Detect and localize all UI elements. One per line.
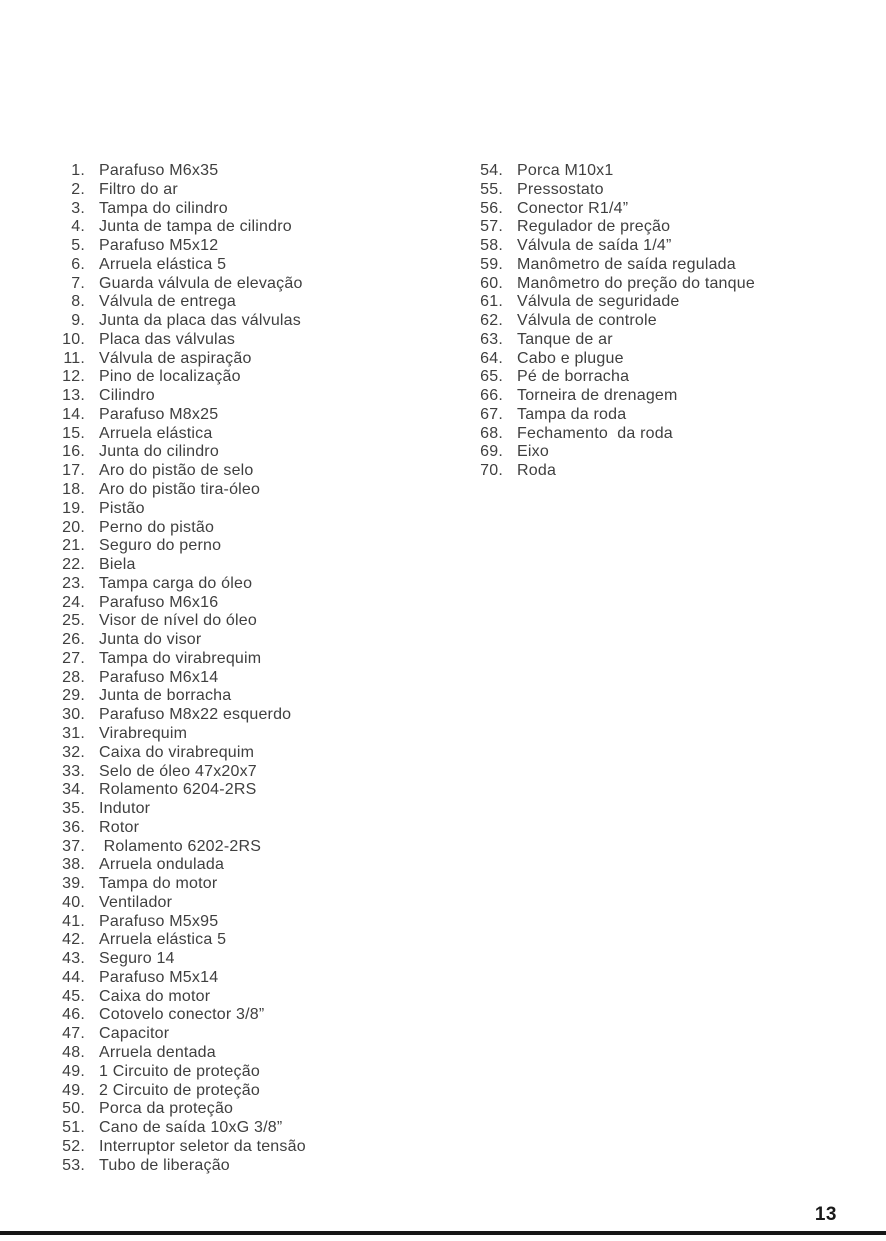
part-item-label: Roda [517,462,557,480]
part-item-number: 16. [62,443,85,461]
part-item [418,443,755,462]
part-item [0,631,306,650]
part-item [0,406,306,425]
part-item [0,1100,306,1119]
part-item-label: Placa das válvulas [99,330,236,348]
part-item-number: 70. [480,462,503,480]
part-item [0,725,306,744]
part-item-label: Junta de borracha [99,687,232,705]
part-item-label: Pistão [99,499,145,517]
part-item-label: Junta do visor [99,631,202,649]
part-item-number: 4. [71,218,85,236]
part-item-number: 33. [62,762,85,780]
part-item-number: 67. [480,405,503,423]
part-item [418,406,755,425]
part-item-number: 14. [62,405,85,423]
part-item-label: Parafuso M5x12 [99,237,219,255]
part-item-number: 24. [62,593,85,611]
part-item [418,368,755,387]
part-item-number: 21. [62,537,85,555]
part-item-label: Biela [99,556,136,574]
part-item [0,650,306,669]
part-item [418,387,755,406]
part-item-number: 34. [62,781,85,799]
part-item-label: Arruela ondulada [99,856,225,874]
part-item [0,162,306,181]
part-item-number: 39. [62,875,85,893]
part-item [0,969,306,988]
part-item-number: 7. [71,274,85,292]
part-item-label: Seguro 14 [99,950,175,968]
part-item [0,838,306,857]
part-item-label: 1 Circuito de proteção [99,1062,260,1080]
part-item [0,481,306,500]
part-item-label: Torneira de drenagem [517,387,678,405]
part-item-number: 9. [71,312,85,330]
part-item-number: 43. [62,950,85,968]
part-item-number: 28. [62,668,85,686]
parts-list-left-column [0,162,306,1175]
part-item-number: 13. [62,387,85,405]
part-item-number: 64. [480,349,503,367]
part-item [418,256,755,275]
part-item-number: 44. [62,968,85,986]
part-item-label: Fechamento da roda [517,424,673,442]
part-item-label: Válvula de seguridade [517,293,680,311]
part-item [0,612,306,631]
part-item [0,875,306,894]
parts-list-right-column [418,162,755,481]
part-item-number: 8. [71,293,85,311]
part-item-number: 6. [71,255,85,273]
part-item-number: 69. [480,443,503,461]
part-item-number: 17. [62,462,85,480]
part-item [0,275,306,294]
part-item-number: 22. [62,556,85,574]
part-item [0,1044,306,1063]
part-item-number: 19. [62,499,85,517]
part-item-number: 37. [62,837,85,855]
part-item [0,913,306,932]
part-item [0,181,306,200]
part-item [418,350,755,369]
part-item-label: Selo de óleo 47x20x7 [99,762,257,780]
part-item-label: Pé de borracha [517,368,630,386]
part-item-label: Rotor [99,818,140,836]
part-item-label: Virabrequim [99,724,188,742]
part-item [0,1006,306,1025]
part-item-number: 58. [480,237,503,255]
part-item-number: 53. [62,1156,85,1174]
part-item-label: 2 Circuito de proteção [99,1081,260,1099]
part-item-number: 11. [63,349,85,367]
part-item-number: 47. [62,1025,85,1043]
part-item-number: 31. [62,724,85,742]
part-item-label: Válvula de controle [517,312,657,330]
part-item-number: 10. [62,330,85,348]
part-item-label: Cabo e plugue [517,349,624,367]
part-item-label: Pressostato [517,180,604,198]
part-item-number: 68. [480,424,503,442]
part-item-label: Tampa do motor [99,875,218,893]
part-item [0,856,306,875]
part-item [0,669,306,688]
part-item [418,218,755,237]
part-item [0,800,306,819]
part-item-label: Arruela elástica [99,424,213,442]
part-item-number: 46. [62,1006,85,1024]
part-item-label: Válvula de entrega [99,293,237,311]
part-item [0,988,306,1007]
part-item-label: Caixa do motor [99,987,211,1005]
part-item [418,293,755,312]
part-item-number: 52. [62,1137,85,1155]
part-item-number: 51. [62,1119,85,1137]
part-item [0,781,306,800]
part-item [0,950,306,969]
part-item-number: 42. [62,931,85,949]
part-item-label: Parafuso M6x14 [99,668,219,686]
part-item [418,162,755,181]
part-item-label: Tampa do virabrequim [99,649,262,667]
part-item-number: 18. [62,481,85,499]
part-item-number: 63. [480,330,503,348]
part-item [418,425,755,444]
part-item-number: 65. [480,368,503,386]
part-item [0,931,306,950]
part-item [0,1063,306,1082]
part-item-label: Ventilador [99,893,173,911]
part-item-label: Interruptor seletor da tensão [99,1137,306,1155]
part-item [0,519,306,538]
part-item [418,462,755,481]
part-item-number: 45. [62,987,85,1005]
part-item-label: Indutor [99,800,151,818]
part-item-label: Regulador de preção [517,218,671,236]
part-item-label: Caixa do virabrequim [99,743,255,761]
part-item-number: 49. [62,1081,85,1099]
part-item [0,1082,306,1101]
part-item-label: Parafuso M5x95 [99,912,219,930]
part-item-number: 26. [62,631,85,649]
part-item-label: Junta do cilindro [99,443,219,461]
part-item [0,350,306,369]
part-item-label: Válvula de saída 1/4” [517,237,672,255]
part-item-label: Rolamento 6204-2RS [99,781,257,799]
part-item [0,575,306,594]
part-item-label: Conector R1/4” [517,199,629,217]
part-item-label: Manômetro de saída regulada [517,255,736,273]
part-item-label: Cano de saída 10xG 3/8” [99,1119,283,1137]
part-item-label: Junta da placa das válvulas [99,312,301,330]
part-item-label: Tubo de liberação [99,1156,230,1174]
part-item-label: Cotovelo conector 3/8” [99,1006,265,1024]
part-item [0,744,306,763]
part-item [0,387,306,406]
part-item-label: Seguro do perno [99,537,222,555]
part-item-number: 29. [62,687,85,705]
part-item [418,237,755,256]
part-item-number: 54. [480,162,503,179]
part-item [0,1025,306,1044]
part-item-number: 2. [71,180,85,198]
part-item-number: 66. [480,387,503,405]
part-item-label: Tanque de ar [517,330,613,348]
part-item-label: Parafuso M6x35 [99,162,219,179]
part-item-number: 27. [62,649,85,667]
part-item-number: 56. [480,199,503,217]
part-item-number: 48. [62,1043,85,1061]
part-item [0,331,306,350]
part-item-label: Arruela elástica 5 [99,931,227,949]
part-item [0,594,306,613]
part-item-number: 41. [62,912,85,930]
part-item-number: 15. [62,424,85,442]
part-item [0,1119,306,1138]
part-item-label: Tampa carga do óleo [99,574,253,592]
part-item-number: 49. [62,1062,85,1080]
part-item [0,443,306,462]
part-item [0,763,306,782]
part-item [0,218,306,237]
part-item [0,237,306,256]
part-item [0,425,306,444]
part-item [0,312,306,331]
part-item-number: 12. [62,368,85,386]
part-item-label: Guarda válvula de elevação [99,274,303,292]
part-item-number: 36. [62,818,85,836]
part-item-label: Eixo [517,443,549,461]
part-item-label: Parafuso M8x25 [99,405,219,423]
part-item-number: 3. [71,199,85,217]
part-item-label: Parafuso M6x16 [99,593,219,611]
part-item [418,275,755,294]
part-item-number: 23. [62,574,85,592]
part-item-label: Pino de localização [99,368,241,386]
part-item-label: Válvula de aspiração [99,349,252,367]
part-item-number: 55. [480,180,503,198]
part-item [0,894,306,913]
part-item [418,181,755,200]
part-item-number: 50. [62,1100,85,1118]
part-item-label: Tampa do cilindro [99,199,228,217]
part-item-number: 25. [62,612,85,630]
part-item [0,256,306,275]
part-item-label: Arruela dentada [99,1043,216,1061]
page-number: 13 [814,1204,837,1225]
part-item [0,500,306,519]
part-item [418,331,755,350]
part-item [0,537,306,556]
part-item-number: 62. [480,312,503,330]
part-item [0,200,306,219]
part-item-number: 61. [480,293,503,311]
part-item [0,1157,306,1176]
part-item-label: Parafuso M5x14 [99,968,219,986]
part-item-label: Visor de nível do óleo [99,612,257,630]
part-item-number: 30. [62,706,85,724]
part-item-number: 35. [62,800,85,818]
part-item-label: Porca M10x1 [517,162,614,179]
part-item [0,556,306,575]
footer-rule [0,1231,886,1235]
part-item-number: 32. [62,743,85,761]
part-item [0,687,306,706]
part-item-number: 20. [62,518,85,536]
part-item-number: 38. [62,856,85,874]
part-item-number: 5. [71,237,85,255]
part-item [0,462,306,481]
part-item-label: Junta de tampa de cilindro [99,218,292,236]
part-item [418,312,755,331]
part-item [0,1138,306,1157]
part-item [0,706,306,725]
part-item-label: Capacitor [99,1025,170,1043]
part-item-label: Filtro do ar [99,180,178,198]
part-item-number: 40. [62,893,85,911]
part-item-label: Arruela elástica 5 [99,255,227,273]
part-item-label: Parafuso M8x22 esquerdo [99,706,292,724]
part-item [418,200,755,219]
part-item-number: 1. [71,162,85,179]
part-item [0,368,306,387]
part-item [0,819,306,838]
part-item-label: Aro do pistão de selo [99,462,254,480]
part-item-label: Rolamento 6202-2RS [99,837,262,855]
part-item-label: Cilindro [99,387,155,405]
part-item-label: Manômetro do preção do tanque [517,274,755,292]
part-item-number: 57. [480,218,503,236]
part-item-number: 60. [480,274,503,292]
part-item-label: Aro do pistão tira-óleo [99,481,261,499]
part-item [0,293,306,312]
part-item-label: Perno do pistão [99,518,215,536]
part-item-number: 59. [480,255,503,273]
part-item-label: Porca da proteção [99,1100,234,1118]
part-item-label: Tampa da roda [517,405,627,423]
